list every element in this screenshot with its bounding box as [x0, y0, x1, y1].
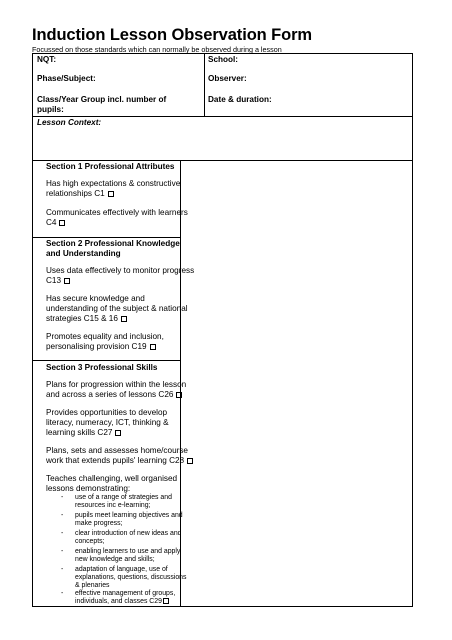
school-label: School:: [208, 55, 239, 64]
bullet-apply: - enabling learners to use and apply: [61, 548, 181, 555]
observation-table: [32, 53, 413, 607]
bullet-management-cont: individuals, and classes C29: [75, 598, 169, 606]
section1-heading: Section 1 Professional Attributes: [46, 162, 175, 171]
bullet-language-cont2: & plenaries: [75, 582, 110, 589]
bullet-strategies-cont: resources inc e-learning;: [75, 502, 151, 509]
section3-item4: Teaches challenging, well organised: [46, 474, 178, 483]
checkbox-c15-16[interactable]: [121, 316, 127, 322]
section2-item2: Has secure knowledge and: [46, 294, 145, 303]
section2-heading-cont: and Understanding: [46, 249, 121, 258]
bullet-objectives: - pupils meet learning objectives and: [61, 512, 183, 519]
section1-top-rule: [33, 160, 412, 161]
section2-item1-cont: C13: [46, 276, 70, 286]
section2-item1: Uses data effectively to monitor progress: [46, 266, 195, 275]
section3-item3: Plans, sets and assesses home/course: [46, 446, 188, 455]
column-divider: [204, 54, 205, 116]
bullet-management: - effective management of groups,: [61, 590, 176, 597]
checkbox-c1[interactable]: [108, 191, 114, 197]
section2-top-rule: [33, 237, 180, 238]
section1-item1-cont: relationships C1: [46, 189, 114, 199]
section3-item2: Provides opportunities to develop: [46, 408, 168, 417]
form-subtitle: Focussed on those standards which can normally be observed during a lesson: [32, 45, 282, 54]
section1-item2: Communicates effectively with learners: [46, 208, 188, 217]
lesson-context-label: Lesson Context:: [37, 118, 102, 127]
observer-label: Observer:: [208, 74, 247, 83]
checkbox-c13[interactable]: [64, 278, 70, 284]
bullet-introduction: - clear introduction of new ideas and: [61, 530, 182, 537]
bullet-strategies: - use of a range of strategies and: [61, 494, 172, 501]
class-year-label-cont: pupils:: [37, 105, 64, 114]
checkbox-c26[interactable]: [176, 392, 182, 398]
bullet-apply-cont: new knowledge and skills;: [75, 556, 155, 563]
bullet-objectives-cont: make progress;: [75, 520, 123, 527]
section3-item1: Plans for progression within the lesson: [46, 380, 187, 389]
section2-item2-cont: understanding of the subject & national: [46, 304, 188, 313]
section2-heading: Section 2 Professional Knowledge: [46, 239, 180, 248]
form-title: Induction Lesson Observation Form: [32, 26, 312, 44]
section2-item2-cont2: strategies C15 & 16: [46, 314, 127, 324]
checkbox-c19[interactable]: [150, 344, 156, 350]
checkbox-c4[interactable]: [59, 220, 65, 226]
section2-item3-cont: personalising provision C19: [46, 342, 156, 352]
checkbox-c29[interactable]: [163, 598, 169, 604]
bullet-language: - adaptation of language, use of: [61, 566, 168, 573]
phase-subject-label: Phase/Subject:: [37, 74, 96, 83]
section3-heading: Section 3 Professional Skills: [46, 363, 158, 372]
section2-item3: Promotes equality and inclusion,: [46, 332, 164, 341]
bullet-introduction-cont: concepts;: [75, 538, 105, 545]
section3-item3-cont: work that extends pupils' learning C28: [46, 456, 193, 466]
class-year-label: Class/Year Group incl. number of: [37, 95, 167, 104]
lesson-context-top-rule: [33, 116, 412, 117]
section3-top-rule: [33, 360, 180, 361]
checkbox-c27[interactable]: [115, 430, 121, 436]
date-duration-label: Date & duration:: [208, 95, 272, 104]
checkbox-c28[interactable]: [187, 458, 193, 464]
section3-item4-cont: lessons demonstrating:: [46, 484, 131, 493]
section3-item1-cont: and across a series of lessons C26: [46, 390, 182, 400]
section3-item2-cont2: learning skills C27: [46, 428, 121, 438]
bullet-language-cont: explanations, questions, discussions: [75, 574, 187, 581]
section3-item2-cont: literacy, numeracy, ICT, thinking &: [46, 418, 169, 427]
section1-item2-cont: C4: [46, 218, 65, 228]
section1-item1: Has high expectations & constructive: [46, 179, 181, 188]
nqt-label: NQT:: [37, 55, 57, 64]
